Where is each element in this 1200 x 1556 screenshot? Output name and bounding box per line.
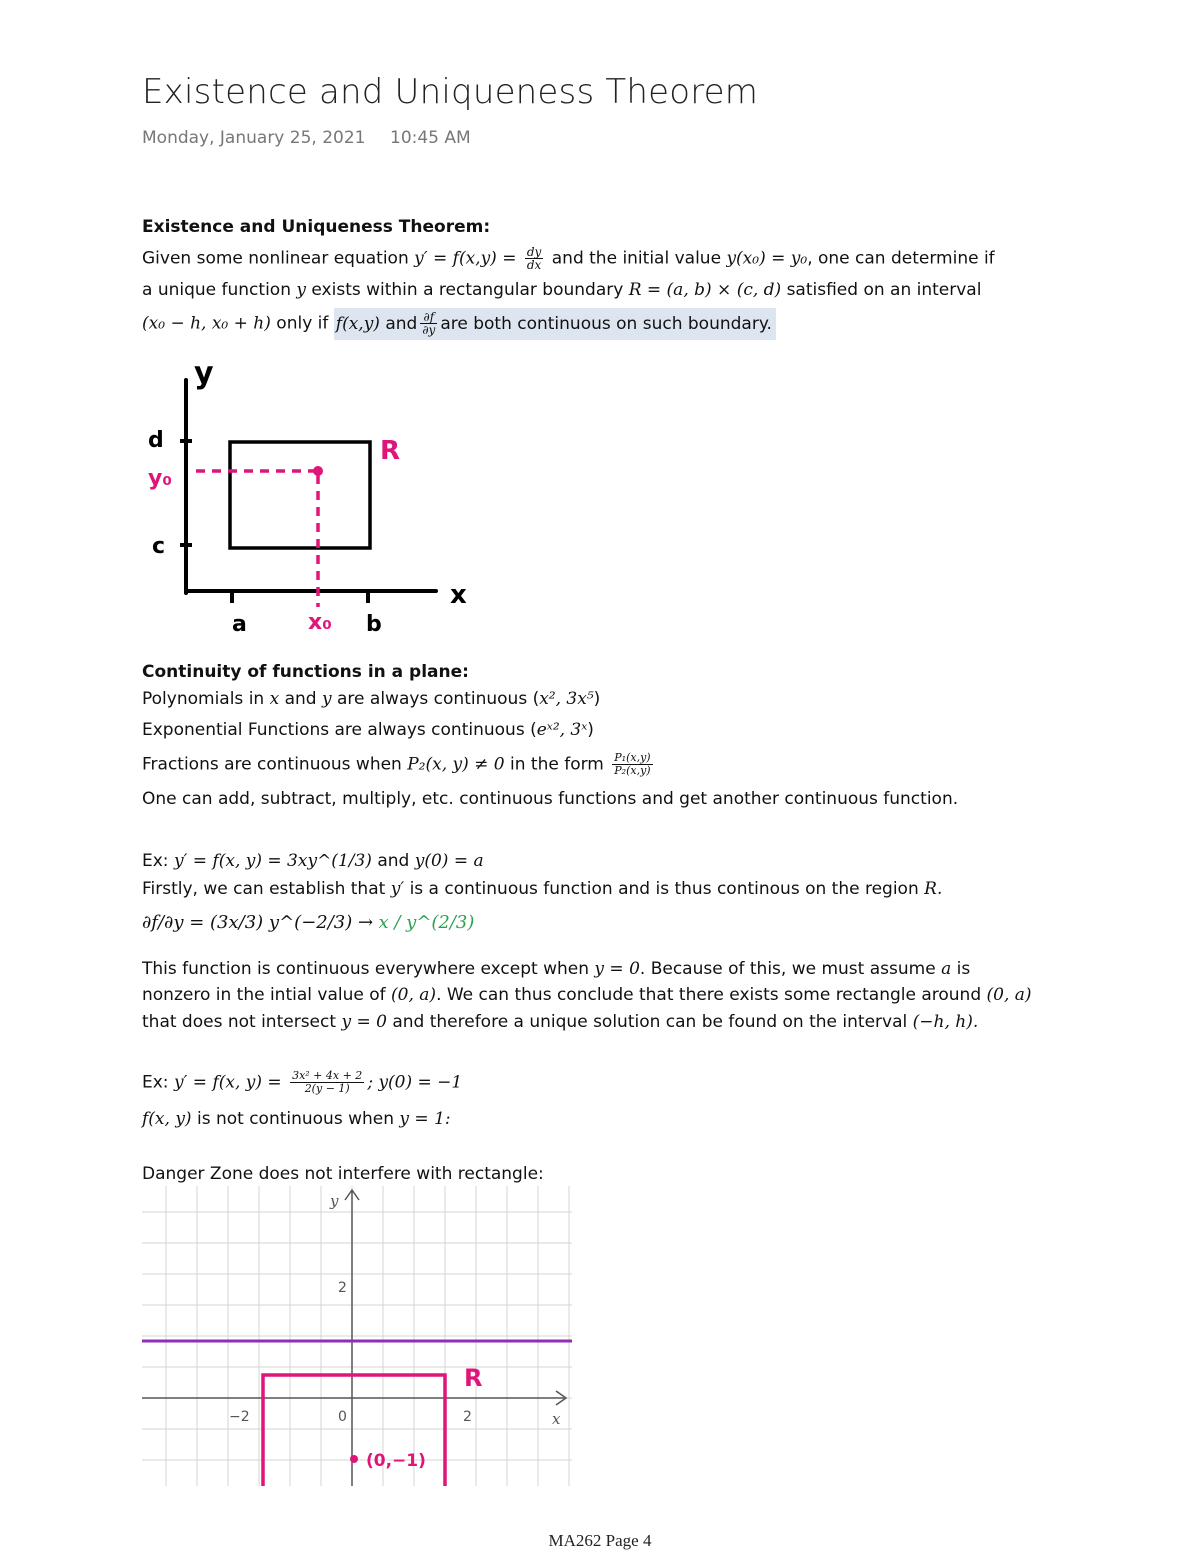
graph-R-label: R <box>464 1364 483 1392</box>
derivative-result: x / y^(2/3) <box>378 912 475 933</box>
page-footer: MA262 Page 4 <box>548 1531 652 1550</box>
tick-neg2: −2 <box>229 1409 250 1425</box>
continuity-fractions: Fractions are continuous when P₂(x, y) ≠ 0 in the form $\frac{\text{P₁(x,y)}}{\text{P₂(x,y)}}$ <box>142 751 651 777</box>
point-label: (0,−1) <box>366 1451 426 1471</box>
initial-point-dot <box>313 466 323 476</box>
example1-para-2: nonzero in the intial value of (0, a). We can thus conclude that there exists some rectangle around (0, a) <box>142 985 1032 1005</box>
example2-fraction: $\frac{\text{3x² + 4x + 2}}{2(y - 1)}$ <box>292 1069 363 1095</box>
initial-point <box>350 1455 358 1463</box>
theorem-line-1: Given some nonlinear equation y′ = f(x,y) = $\frac{dy}{dx}$ and the initial value y(x₀) = y₀, one can determine if <box>142 245 995 272</box>
sketch-y-label: y <box>194 356 214 391</box>
continuity-exponentials: Exponential Functions are always continuous (eˣ², 3ˣ) <box>142 720 594 740</box>
sketch-x0-label: x₀ <box>308 610 332 635</box>
continuity-polynomials: Polynomials in x and y are always continuous (x², 3x⁵) <box>142 689 601 709</box>
example1-line-2: Firstly, we can establish that y′ is a continuous function and is thus continous on the region R. <box>142 879 943 899</box>
theorem-line-3: (x₀ − h, x₀ + h) only if f(x,y) and $\frac{\partial f}{\partial y}$ are both continuous on such boundary. <box>142 311 776 336</box>
continuity-closing: One can add, subtract, multiply, etc. continuous functions and get another continuous function. <box>142 789 959 809</box>
sketch-rectangle <box>230 442 370 548</box>
graph-grid <box>142 1186 572 1486</box>
graph-y-label: y <box>330 1192 339 1210</box>
sketch-R-label: R <box>380 436 401 466</box>
sketch-d-label: d <box>148 428 164 453</box>
tick-2y: 2 <box>338 1280 347 1296</box>
example1-para-1: This function is continuous everywhere except when y = 0. Because of this, we must assume a is <box>142 959 971 979</box>
tick-2x: 2 <box>463 1409 472 1425</box>
page-date: Monday, January 25, 2021 <box>142 128 366 148</box>
p1-over-p2-fraction: $\frac{\text{P₁(x,y)}}{\text{P₂(x,y)}}$ <box>614 751 651 777</box>
sketch-b-label: b <box>366 612 382 637</box>
tick-0: 0 <box>338 1409 347 1425</box>
example1-equation: Ex: y′ = f(x, y) = 3xy^(1/3) and y(0) = a <box>142 851 484 871</box>
graph-x-label: x <box>552 1410 561 1428</box>
example1-derivative: ∂f/∂y = (3x/3) y^(−2/3) → x / y^(2/3) <box>142 912 475 933</box>
sketch-x-label: x <box>450 580 467 610</box>
example2-equation: Ex: y′ = f(x, y) = $\frac{\text{3x² + 4x + 2}}{2(y - 1)}$ ; y(0) = −1 <box>142 1069 463 1095</box>
danger-zone-graph <box>142 1186 572 1486</box>
page-title: Existence and Uniqueness Theorem <box>142 72 759 112</box>
page-time: 10:45 AM <box>390 128 471 148</box>
example2-line-2: f(x, y) is not continuous when y = 1: <box>142 1109 451 1129</box>
sketch-a-label: a <box>232 612 247 637</box>
rectangle-sketch <box>140 355 480 645</box>
sketch-c-label: c <box>152 534 166 559</box>
theorem-line-2: a unique function y exists within a rectangular boundary R = (a, b) × (c, d) satisfied on an interval <box>142 280 982 300</box>
danger-zone-caption: Danger Zone does not interfere with rectangle: <box>142 1164 544 1184</box>
sketch-y0-label: y₀ <box>148 466 172 491</box>
dy-dx-fraction: $\frac{dy}{dx}$ <box>526 245 542 272</box>
continuity-heading: Continuity of functions in a plane: <box>142 662 469 682</box>
theorem-heading: Existence and Uniqueness Theorem: <box>142 217 491 237</box>
example1-para-3: that does not intersect y = 0 and therefore a unique solution can be found on the interval (−h, h). <box>142 1012 979 1032</box>
highlighted-condition: f(x,y) and $\frac{\partial f}{\partial y}$ are both continuous on such boundary. <box>334 308 776 340</box>
